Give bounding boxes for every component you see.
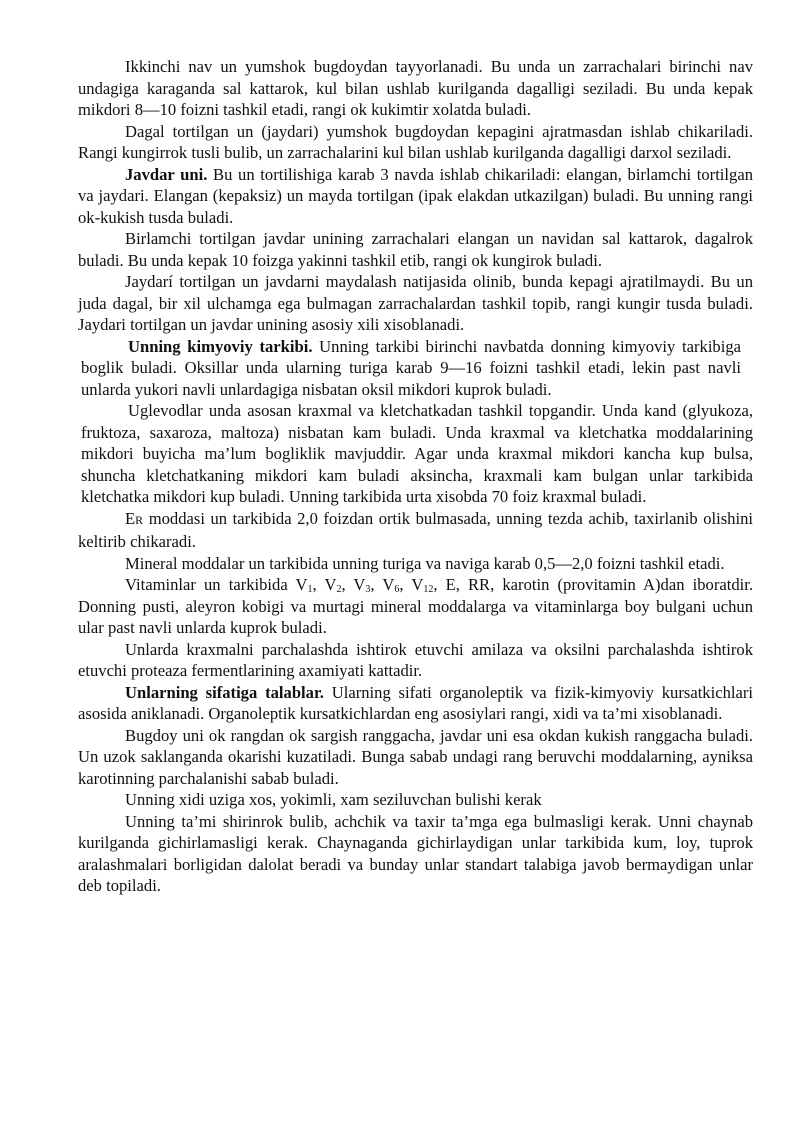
paragraph-rye-flour xyxy=(78,164,753,229)
fat-symbol-e: E xyxy=(125,508,136,528)
paragraph-text: Unlarda kraxmalni parchalashda ishtirok etuvchi amilaza va oksilni parchalashda ishtirok etuvchi proteaza fermentlarining axamiyati kattadir. xyxy=(78,639,753,680)
paragraph-text: Ikkinchi nav un yumshok bugdoydan tayyorlanadi. Bu unda un zarrachalari birinchi nav undagiga karaganda sal kattarok, kul bilan ushlab kurilganda dagalligi seziladi. Bu unda kepak mikdori 8—10 foizni tashkil etadi, rangi ok kukimtir xolatda buladi. xyxy=(78,57,753,119)
paragraph-text: Unning xidi uziga xos, yokimli, xam seziluvchan bulishi kerak xyxy=(125,790,542,809)
paragraph-text: Vitaminlar un tarkibida V xyxy=(125,575,308,594)
subscript: 12 xyxy=(423,584,434,595)
document-page xyxy=(78,56,753,897)
paragraph-text: Dagal tortilgan un (jaydari) yumshok bugdoydan kepagini ajratmasdan ishlab chikariladi. Rangi kungirrok tusli bulib, un zarrachalarini kul bilan ushlab kurilganda dagalligi darxol seziladi. xyxy=(78,121,753,162)
paragraph-text: , V xyxy=(370,575,395,594)
paragraph-primary-milled-rye xyxy=(78,228,753,271)
paragraph-coarse-rye xyxy=(78,271,753,336)
paragraph-vitamins xyxy=(78,574,753,639)
paragraph-coarse-flour xyxy=(78,121,753,164)
paragraph-text: Jaydarí tortilgan un javdarni maydalash natijasida olinib, bunda kepagi ajratilmaydi. Bu un juda dagal, bir xil ulchamga ega bulmagan zarrachalardan tashkil topib, rangi kungir tusda buladi. Jaydari tortilgan un javdar unining asosiy xili xisoblanadi. xyxy=(78,272,753,334)
subscript: 2 xyxy=(336,584,342,595)
paragraph-text: Unning ta’mi shirinrok bulib, achchik va taxir ta’mga ega bulmasligi kerak. Unni chaynab kurilganda gichirlamasligi kerak. Chaynaganda gichirlaydigan unlar tarkibida kum, loy, tuprok aralashmalari borligidan dalolat beradi va bunday unlar standart talabiga javob bermaydigan unlar deb topiladi. xyxy=(78,811,753,895)
paragraph-text: Mineral moddalar un tarkibida unning turiga va naviga karab 0,5—2,0 foizni tashkil etadi. xyxy=(125,553,725,573)
fat-symbol-r: R xyxy=(135,512,144,527)
paragraph-color xyxy=(78,725,753,790)
paragraph-text: Birlamchi tortilgan javdar unining zarrachalari elangan un navidan sal kattarok, dagalrok buladi. Bu unda kepak 10 foizga yakinni tashkil etib, rangi ok kungirok buladi. xyxy=(78,229,753,270)
paragraph-text: , V xyxy=(312,575,337,594)
paragraph-text: Bu un tortilishiga karab 3 navda ishlab chikariladi: elangan, birlamchi tortilgan va jaydari. Elangan (kepaksiz) un mayda tortilgan (ipak elakdan utkazilgan) buladi. Bu unning rangi ok-kukish tusda buladi. xyxy=(78,164,753,227)
paragraph-text: Ularning sifati organoleptik va fizik-kimyoviy kursatkichlari asosida aniklanadi. Organoleptik kursatkichlardan eng asosiylari rangi, xidi va ta’mi xisoblanadi. xyxy=(78,682,753,723)
paragraph-minerals xyxy=(78,553,753,575)
paragraph-smell xyxy=(78,789,753,811)
subscript: 6 xyxy=(394,584,400,595)
section-heading-quality-requirements: Unlarning sifatiga talablar. xyxy=(125,682,324,702)
section-heading-rye-flour: Javdar uni. xyxy=(125,164,208,184)
paragraph-text: Bugdoy uni ok rangdan ok sargish ranggacha, javdar uni esa okdan kukish ranggacha buladi. Un uzok saklanganda okarishi kuzatiladi. Bunga sabab undagi rang beruvchi moddalarning, ayniksa karotinning parchalanishi sabab buladi. xyxy=(78,725,753,788)
paragraph-enzymes xyxy=(78,639,753,682)
paragraph-text: Uglevodlar unda asosan kraxmal va kletchatkadan tashkil topgandir. Unda kand (glyukoza, fruktoza, saxaroza, maltoza) nisbatan kam buladi. Unda kraxmal va kletchatka moddalarining mikdori buyicha ma’lum bogliklik mavjuddir. Agar unda kraxmal mikdori kancha kup bulsa, shuncha kletchatkaning mikdori kam buladi aksincha, kraxmali kam bulgan unlar tarkibida kletchatka mikdori kup buladi. Unning tarkibida urta xisobda 70 foiz kraxmal buladi. xyxy=(81,401,753,506)
paragraph-second-grade-flour xyxy=(78,56,753,121)
paragraph-quality-requirements xyxy=(78,682,753,725)
paragraph-taste xyxy=(78,811,753,897)
subscript: 3 xyxy=(365,584,371,595)
section-heading-chemical-composition: Unning kimyoviy tarkibi. xyxy=(128,336,313,356)
paragraph-text: , V xyxy=(341,575,366,594)
paragraph-fat xyxy=(78,508,753,553)
paragraph-text: moddasi un tarkibida 2,0 foizdan ortik bulmasada, unning tezda achib, taxirlanib olishini keltirib chikaradi. xyxy=(78,508,753,551)
paragraph-carbohydrates xyxy=(78,400,753,508)
paragraph-text: , E, RR, karotin (provitamin A)dan iboratdir. Donning pusti, aleyron kobigi va murtagi mineral moddalarga va vitaminlarga boy bulgani uchun ular past navli unlarda kuprok buladi. xyxy=(78,575,753,637)
paragraph-chemical-composition xyxy=(78,336,753,401)
paragraph-text: , V xyxy=(399,575,424,594)
paragraph-text: Unning tarkibi birinchi navbatda donning kimyoviy tarkibiga boglik buladi. Oksillar unda ularning turiga karab 9—16 foizni tashkil etadi, lekin past navli unlarda yukori navli unlardagiga nisbatan oksil mikdori kuprok buladi. xyxy=(81,336,741,399)
subscript: 1 xyxy=(307,584,313,595)
